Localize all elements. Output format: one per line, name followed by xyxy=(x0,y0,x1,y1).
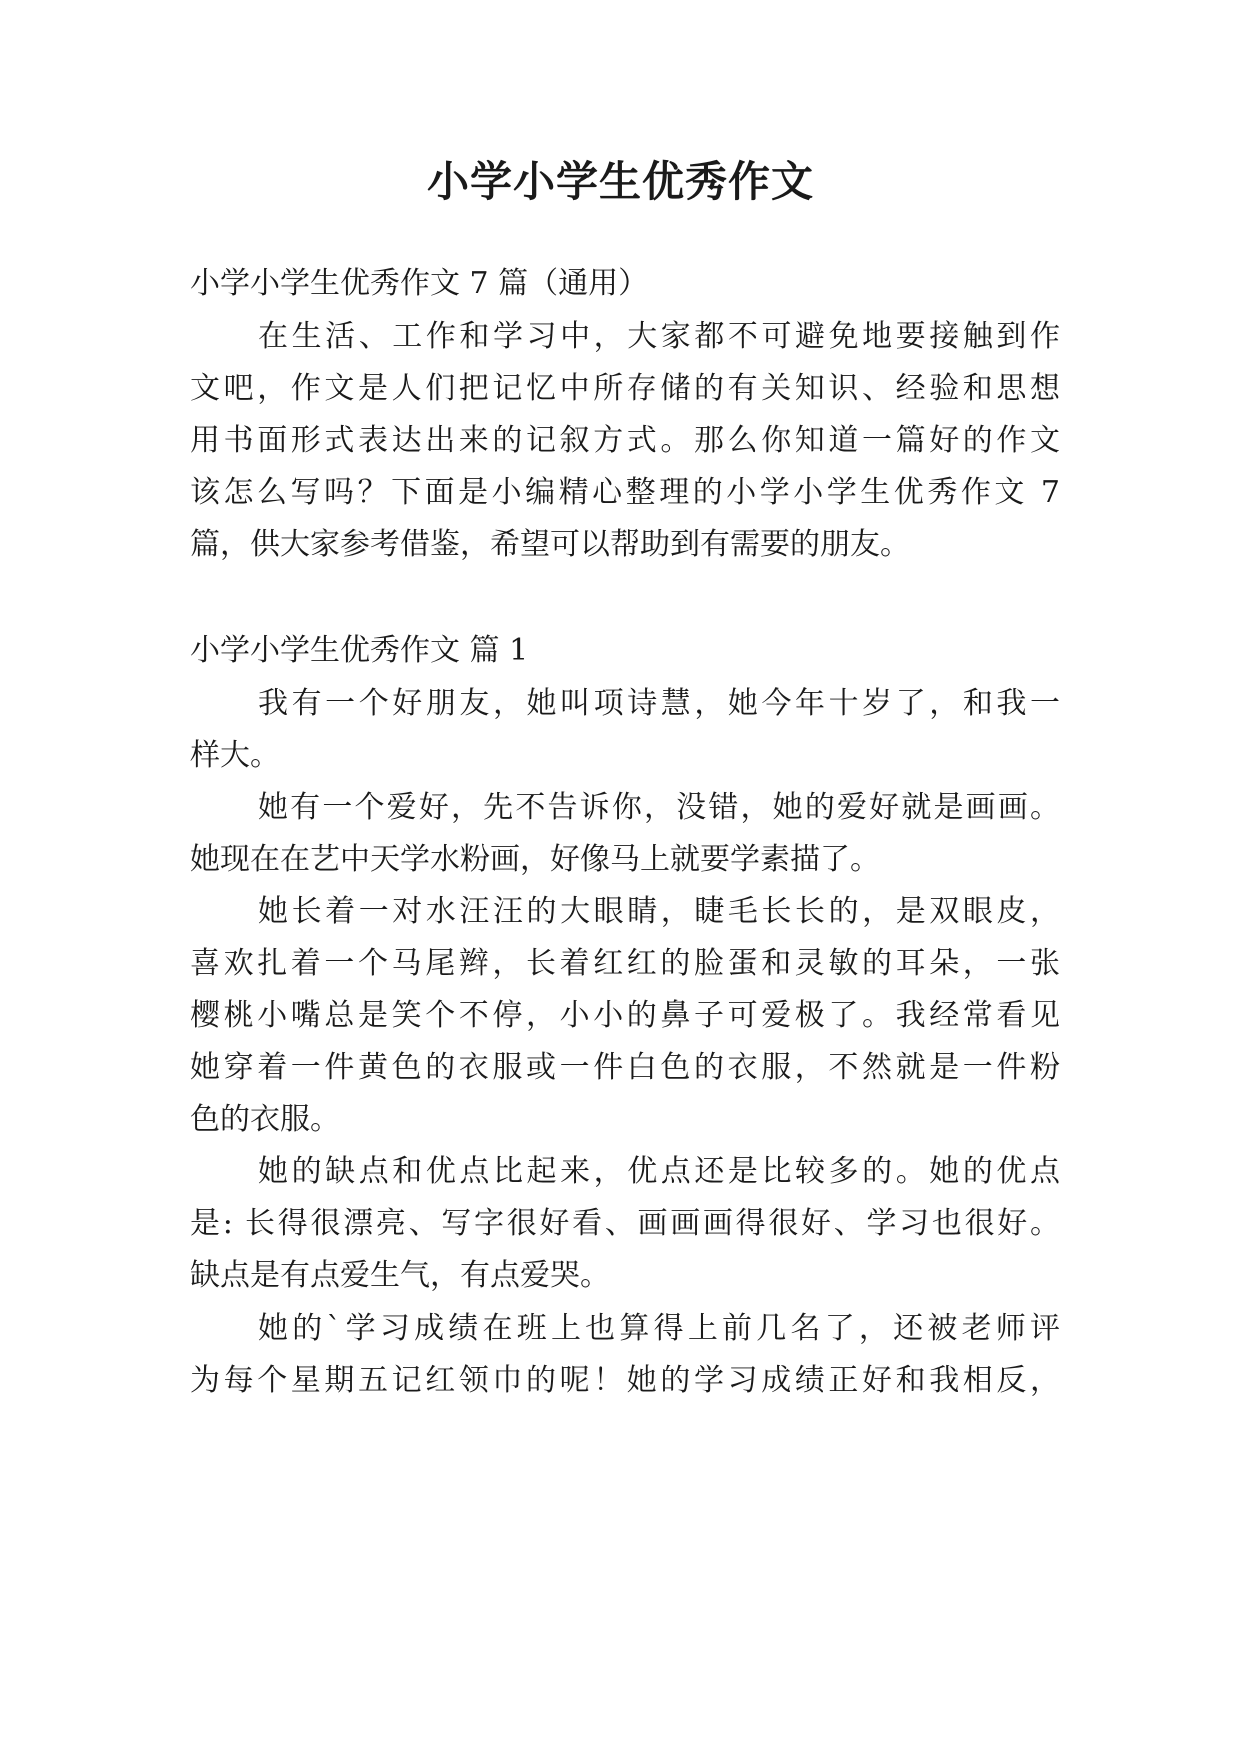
intro-line: 篇，供大家参考借鉴，希望可以帮助到有需要的朋友。 xyxy=(190,527,910,562)
document-title: 小学小学生优秀作文 xyxy=(426,157,814,206)
paragraph-line: 我有一个好朋友，她叫项诗慧，她今年十岁了，和我一 xyxy=(258,686,1060,721)
paragraph-line: 她长着一对水汪汪的大眼睛，睫毛长长的，是双眼皮， xyxy=(258,894,1060,929)
intro-line: 在生活、工作和学习中，大家都不可避免地要接触到作 xyxy=(258,319,1060,354)
section-heading: 小学小学生优秀作文 篇 1 xyxy=(190,633,529,668)
paragraph-line: 她现在在艺中天学水粉画，好像马上就要学素描了。 xyxy=(190,842,880,877)
paragraph-line: 喜欢扎着一个马尾辫，长着红红的脸蛋和灵敏的耳朵，一张 xyxy=(190,946,1060,981)
paragraph-line: 她有一个爱好，先不告诉你，没错，她的爱好就是画画。 xyxy=(258,790,1060,825)
intro-line: 该怎么写吗？下面是小编精心整理的小学小学生优秀作文 7 xyxy=(190,475,1060,510)
intro-line: 文吧，作文是人们把记忆中所存储的有关知识、经验和思想 xyxy=(190,371,1060,406)
paragraph-line: 樱桃小嘴总是笑个不停，小小的鼻子可爱极了。我经常看见 xyxy=(190,998,1060,1033)
paragraph-line: 色的衣服。 xyxy=(190,1102,340,1137)
paragraph-line: 样大。 xyxy=(190,738,280,773)
document-subtitle: 小学小学生优秀作文 7 篇（通用） xyxy=(190,266,649,301)
paragraph-line: 她的缺点和优点比起来，优点还是比较多的。她的优点 xyxy=(258,1154,1060,1189)
paragraph-line: 为每个星期五记红领巾的呢！她的学习成绩正好和我相反， xyxy=(190,1363,1060,1398)
paragraph-line: 她穿着一件黄色的衣服或一件白色的衣服，不然就是一件粉 xyxy=(190,1050,1060,1085)
intro-line: 用书面形式表达出来的记叙方式。那么你知道一篇好的作文 xyxy=(190,423,1060,458)
paragraph-line: 是: 长得很漂亮、写字很好看、画画画得很好、学习也很好。 xyxy=(190,1206,1060,1241)
paragraph-line: 她的`学习成绩在班上也算得上前几名了，还被老师评 xyxy=(258,1311,1060,1346)
paragraph-line: 缺点是有点爱生气，有点爱哭。 xyxy=(190,1258,610,1293)
